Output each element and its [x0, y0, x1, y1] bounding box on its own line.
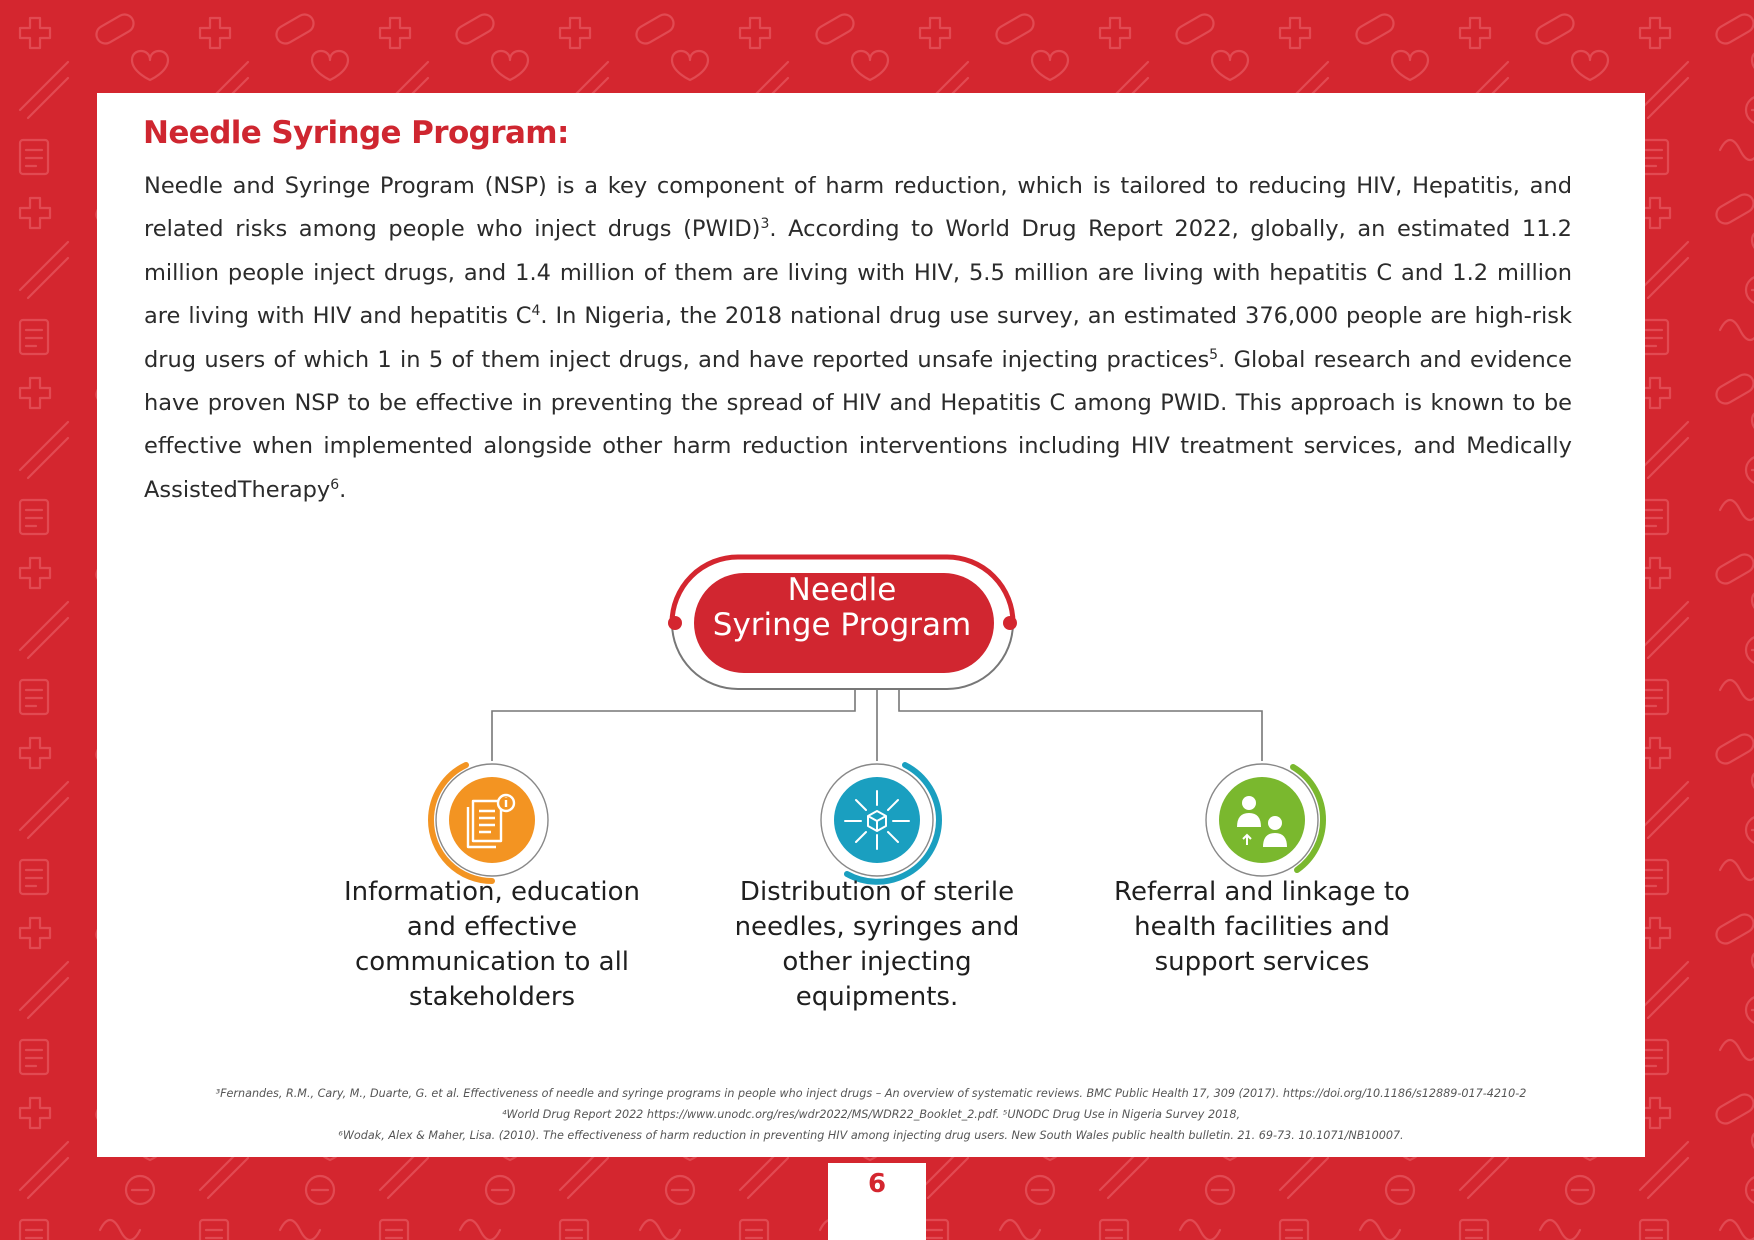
- branch-label-line: Distribution of sterile: [739, 877, 1015, 907]
- center-title: [697, 573, 987, 643]
- branch-label-line: support services: [1154, 947, 1370, 977]
- center-title-line: Syringe Program: [712, 607, 972, 643]
- distribution-circle: [821, 764, 939, 882]
- branch-label-line: Information, education: [343, 877, 641, 907]
- body-text-part: . In Nigeria, the 2018 national drug use survey, an estimated 376,000 people are high-risk drug users of which 1 in 5 of them inject drugs, and have reported unsafe injecting practices: [144, 303, 1572, 373]
- branch-label-line: health facilities and: [1134, 912, 1390, 942]
- footnote-ref: 3: [760, 216, 770, 233]
- footnote-ref: 5: [1209, 346, 1219, 363]
- page-number-tab: [828, 1163, 926, 1240]
- footnote-ref: 4: [531, 303, 541, 320]
- branch-label-distribution: [712, 875, 1042, 1015]
- branch-label-line: Referral and linkage to: [1114, 877, 1410, 907]
- branch-label-line: other injecting: [782, 947, 972, 977]
- branch-label-line: needles, syringes and: [734, 912, 1020, 942]
- body-text-part: . According to World Drug Report 2022, globally, an estimated 11.2 million people inject drugs, and 1.4 million of them are living with HIV, 5.5 million are living with hepatitis C and 1.2 million are living with HIV and hepatitis C: [144, 216, 1572, 330]
- content-card: [97, 93, 1645, 1157]
- body-text-part: . Global research and evidence have proven NSP to be effective in preventing the spread of HIV and Hepatitis C among PWID. This approach is known to be effective when implemented alongside other harm reduction interventions including HIV treatment services, and Medically AssistedTherapy: [144, 346, 1572, 503]
- info-circle: [431, 764, 548, 881]
- body-text-part: .: [339, 476, 347, 503]
- footnote-line: ³Fernandes, R.M., Cary, M., Duarte, G. et al. Effectiveness of needle and syringe programs in people who inject drugs – An overview of systematic reviews. BMC Public Health 17, 309 (2017). https://doi.org/10.1186/s12889-017-4210-2: [215, 1087, 1527, 1100]
- arc-dot-left: [668, 616, 682, 630]
- footnote-line: ⁶Wodak, Alex & Maher, Lisa. (2010). The effectiveness of harm reduction in preventing HIV among injecting drug users. New South Wales public health bulletin. 21. 69-73. 10.1071/NB10007.: [338, 1129, 1404, 1142]
- branch-label-line: communication to all: [354, 947, 630, 977]
- body-text-part: Needle and Syringe Program (NSP) is a key component of harm reduction, which is tailored to reducing HIV, Hepatitis, and related risks among people who inject drugs (PWID): [144, 173, 1572, 243]
- branch-label-info: [327, 875, 657, 1015]
- branch-label-line: and effective: [406, 912, 578, 942]
- branch-label-referral: [1097, 875, 1427, 980]
- branch-label-line: equipments.: [795, 982, 959, 1012]
- center-title-line: Needle: [787, 572, 897, 608]
- page-heading: Needle Syringe Program:: [143, 115, 569, 151]
- footnotes: [117, 1083, 1625, 1146]
- referral-circle: [1206, 764, 1323, 876]
- branch-label-line: stakeholders: [408, 982, 576, 1012]
- footnote-ref: 6: [330, 476, 340, 493]
- arc-dot-right: [1003, 616, 1017, 630]
- connector-lines: [492, 689, 1262, 761]
- footnote-line: ⁴World Drug Report 2022 https://www.unodc.org/res/wdr2022/MS/WDR22_Booklet_2.pdf. ⁵UNODC Drug Use in Nigeria Survey 2018,: [501, 1108, 1241, 1121]
- page-number: 6: [867, 1169, 887, 1199]
